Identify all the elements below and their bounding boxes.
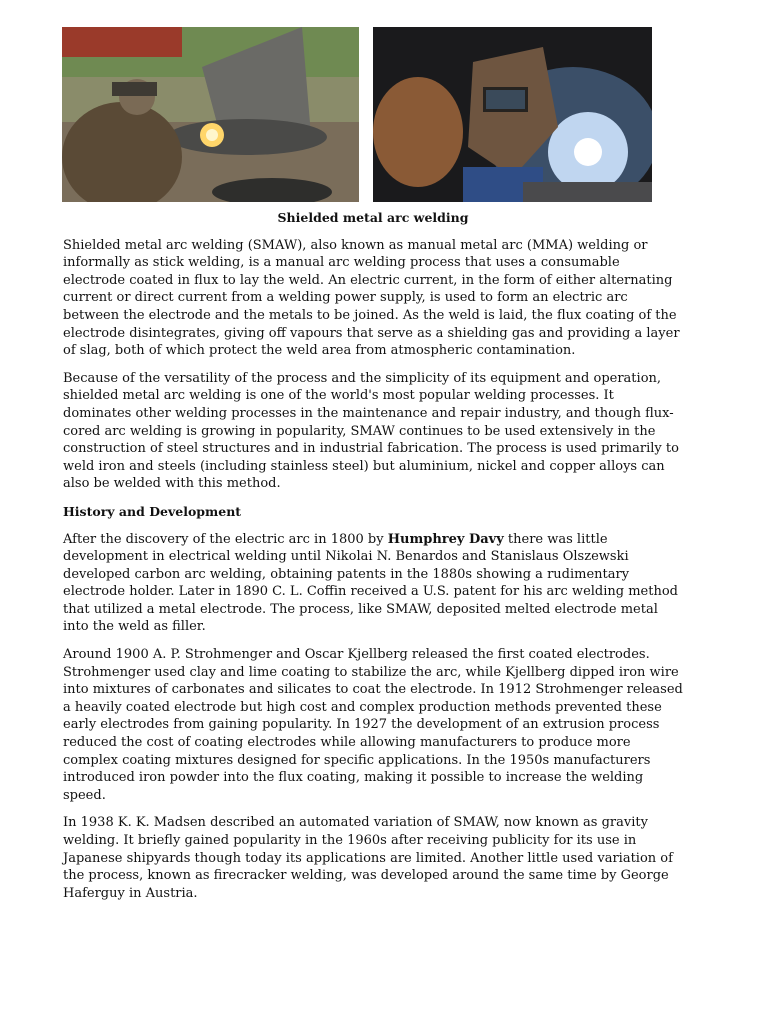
welder-outdoor-photo — [62, 27, 359, 202]
paragraph-intro: Shielded metal arc welding (SMAW), also known as manual metal arc (MMA) welding or informally as stick welding, is a manual arc welding process that uses a consumable electrode coated in flux to lay the weld. An electric current, in the form of either alternating current or direct current from a welding power supply, is used to form an electric arc between the electrode and the metals to be joined. As the weld is laid, the flux coating of the electrode disintegrates, giving off vapours that serve as a shielding gas and providing a layer of slag, both of which protect the weld area from atmospheric contamination. — [63, 237, 680, 359]
figure-caption: Shielded metal arc welding — [277, 210, 469, 225]
paragraph-history-arc-start: After the discovery of the electric arc in 1800 by — [63, 531, 388, 547]
history-heading: History and Development — [63, 503, 242, 519]
paragraph-gravity-welding: In 1938 K. K. Madsen described an automated variation of SMAW, now known as gravity welding. It briefly gained popularity in the 1960s after receiving publicity for its use in Japanese shipyards though today its applications are limited. Another little used variation of the process, known as firecracker welding, was developed around the same time by George Haferguy in Austria. — [63, 815, 673, 901]
paragraph-popularity: Because of the versatility of the process and the simplicity of its equipment and operation, shielded metal arc welding is one of the world's most popular welding processes. It dominates other welding processes in the maintenance and repair industry, and though flux-cored arc welding is growing in popularity, SMAW continues to be used extensively in the construction of steel structures and in industrial fabrication. The process is used primarily to weld iron and steels (including stainless steel) but aluminium, nickel and copper alloys can also be welded with this method. — [63, 370, 679, 492]
welder-mask-arc-photo — [373, 27, 652, 202]
article — [63, 209, 683, 912]
paragraph-history-arc — [63, 531, 683, 637]
figure-photos — [62, 27, 652, 202]
humphrey-davy-name: Humphrey Davy — [387, 531, 504, 547]
paragraph-history-arc-end: there was little development in electrical welding until Nikolai N. Benardos and Stanislaus Olszewski developed carbon arc welding, obtaining patents in the 1880s showing a rudimentary electrode holder. Later in 1890 C. L. Coffin received a U.S. patent for his arc welding method that utilized a metal electrode. The process, like SMAW, deposited melted electrode metal into the weld as filler. — [63, 531, 678, 635]
paragraph-coated-electrodes: Around 1900 A. P. Strohmenger and Oscar Kjellberg released the first coated electrodes. Strohmenger used clay and lime coating to stabilize the arc, while Kjellberg dipped iron wire into mixtures of carbonates and silicates to coat the electrode. In 1912 Strohmenger released a heavily coated electrode but high cost and complex production methods prevented these early electrodes from gaining popularity. In 1927 the development of an extrusion process reduced the cost of coating electrodes while allowing manufacturers to produce more complex coating mixtures designed for specific applications. In the 1950s manufacturers introduced iron powder into the flux coating, making it possible to increase the welding speed. — [63, 647, 683, 803]
